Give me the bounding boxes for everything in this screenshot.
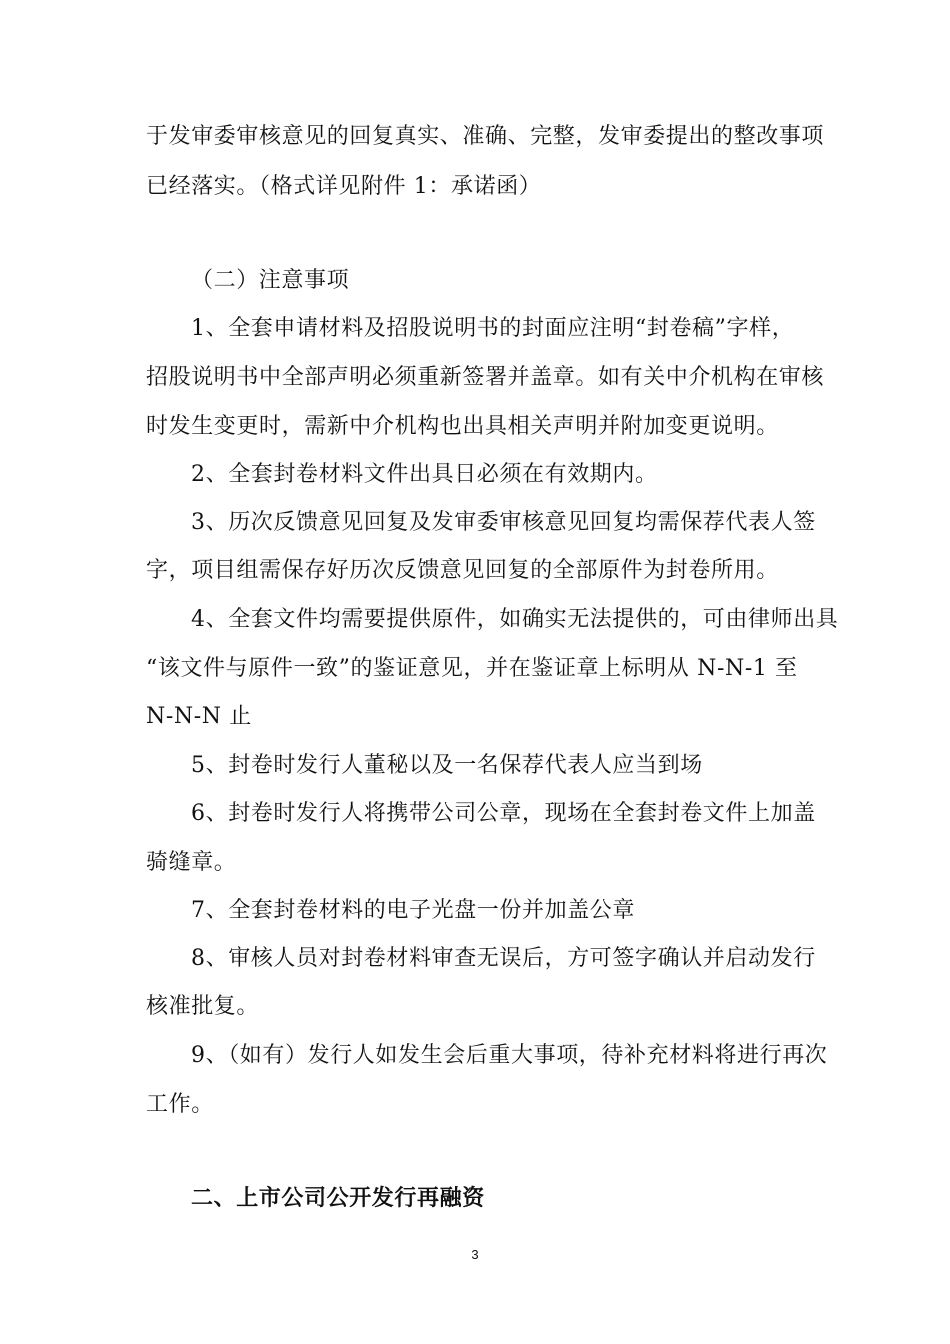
section-heading: 二、上市公司公开发行再融资 (191, 1186, 485, 1211)
paragraph-line: 5、封卷时发行人董秘以及一名保荐代表人应当到场 (191, 753, 703, 778)
paragraph-line: 3、历次反馈意见回复及发审委审核意见回复均需保荐代表人签 (191, 510, 816, 535)
paragraph-line: 招股说明书中全部声明必须重新签署并盖章。如有关中介机构在审核 (146, 365, 825, 390)
paragraph-line: 1、全套申请材料及招股说明书的封面应注明“封卷稿”字样， (191, 316, 795, 341)
paragraph-line: 工作。 (146, 1092, 214, 1117)
paragraph-line: 时发生变更时，需新中介机构也出具相关声明并附加变更说明。 (146, 414, 779, 439)
paragraph-line: 8、审核人员对封卷材料审查无误后，方可签字确认并启动发行 (191, 946, 816, 971)
paragraph-line: N-N-N 止 (146, 704, 252, 729)
paragraph-line: 7、全套封卷材料的电子光盘一份并加盖公章 (191, 898, 635, 923)
page-number: 3 (471, 1247, 479, 1262)
subsection-heading: （二）注意事项 (191, 268, 350, 293)
paragraph-line: 于发审委审核意见的回复真实、准确、完整，发审委提出的整改事项 (146, 124, 825, 149)
paragraph-line: 核准批复。 (146, 994, 260, 1019)
paragraph-line: 6、封卷时发行人将携带公司公章，现场在全套封卷文件上加盖 (191, 801, 816, 826)
paragraph-line: “该文件与原件一致”的鉴证意见，并在鉴证章上标明从 N-N-1 至 (146, 656, 798, 681)
paragraph-line: 字，项目组需保存好历次反馈意见回复的全部原件为封卷所用。 (146, 558, 779, 583)
paragraph-line: 4、全套文件均需要提供原件，如确实无法提供的，可由律师出具 (191, 607, 839, 632)
paragraph-line: 9、（如有）发行人如发生会后重大事项，待补充材料将进行再次 (191, 1043, 828, 1068)
paragraph-line: 骑缝章。 (146, 850, 237, 875)
paragraph-line: 2、全套封卷材料文件出具日必须在有效期内。 (191, 462, 658, 487)
paragraph-line: 已经落实。（格式详见附件 1：承诺函） (146, 174, 542, 199)
